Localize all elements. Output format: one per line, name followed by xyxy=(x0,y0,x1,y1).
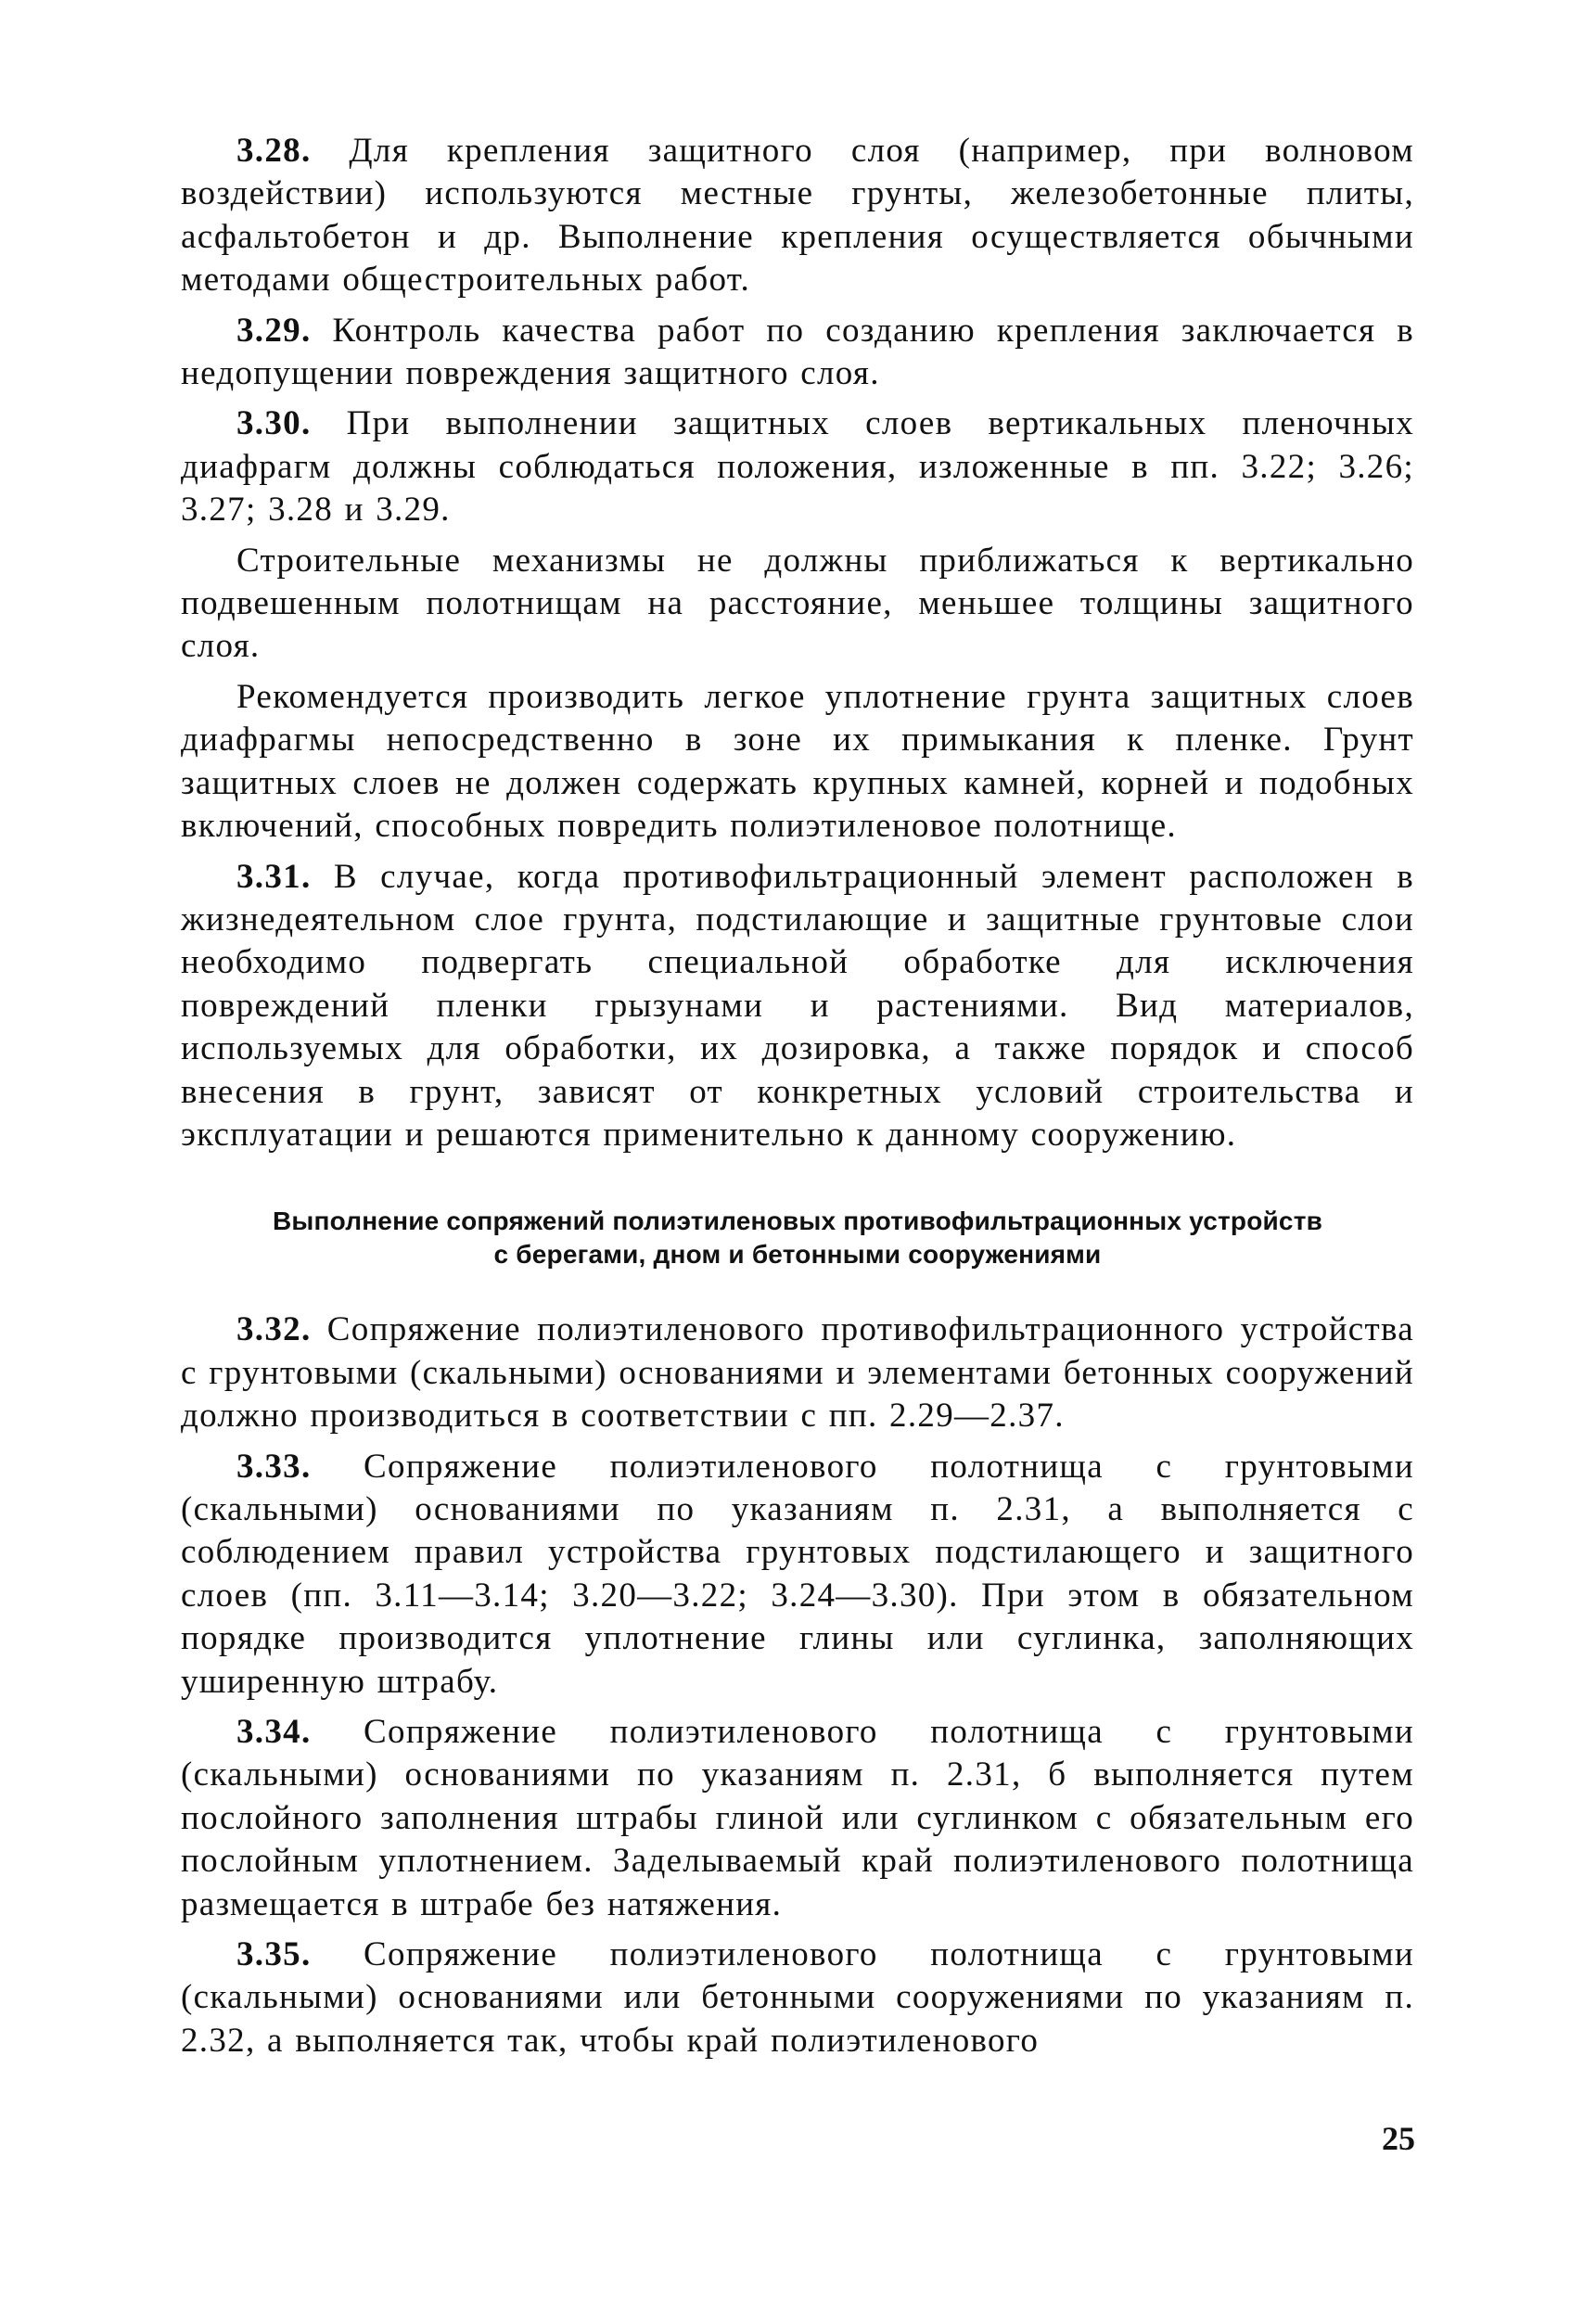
paragraph-text: Сопряжение полиэтиленового полотнища с грунтовыми (скальными) основаниями по указаниям п. 2.31, б выполняется путем послойного заполнения штрабы глиной или суглинком с обязательным его послойным уплотнением. Заделываемый край полиэтиленового полотнища размещается в штрабе без натяжения. xyxy=(181,1713,1414,1923)
paragraph xyxy=(181,540,1414,669)
paragraph xyxy=(181,130,1414,302)
paragraph xyxy=(181,310,1414,396)
paragraph-text: Сопряжение полиэтиленового полотнища с грунтовыми (скальными) основаниями или бетонными сооружениями по указаниям п. 2.32, а выполняется так, чтобы край полиэтиленового xyxy=(181,1935,1414,2060)
document-page xyxy=(181,130,1414,2062)
paragraph xyxy=(181,676,1414,849)
paragraph-text: Для крепления защитного слоя (например, при волновом воздействии) используются местные грунты, железобетонные плиты, асфальтобетон и др. Выполнение крепления осуществляется обычными методами общестроительных работ. xyxy=(181,132,1414,300)
paragraph xyxy=(181,856,1414,1157)
paragraph-text: Строительные механизмы не должны приближаться к вертикально подвешенным полотнищам на расстояние, меньшее толщины защитного слоя. xyxy=(181,541,1414,666)
clause-number: 3.31. xyxy=(236,857,312,896)
paragraph-text: Сопряжение полиэтиленового полотнища с грунтовыми (скальными) основаниями по указаниям п. 2.31, а выполняется с соблюдением правил устройства грунтовых подстилающего и защитного слоев (пп. 3.11—3.14; 3.20—3.22; 3.24—3.30). При этом в обязательном порядке производится уплотнение глины или суглинка, заполняющих уширенную штрабу. xyxy=(181,1447,1414,1701)
section-title: Выполнение сопряжений полиэтиленовых противофильтрационных устройств с берегами, дном и бетонными сооружениями xyxy=(272,1207,1323,1270)
paragraphs-before xyxy=(181,130,1414,1156)
clause-number: 3.33. xyxy=(236,1447,312,1486)
clause-number: 3.32. xyxy=(236,1310,312,1349)
clause-number: 3.28. xyxy=(236,132,312,170)
paragraphs-after xyxy=(181,1309,1414,2062)
paragraph-text: В случае, когда противофильтрационный элемент расположен в жизнедеятельном слое грунта, подстилающие и защитные грунтовые слои необходимо подвергать специальной обработке для исключения повреждений пленки грызунами и растениями. Вид материалов, используемых для обработки, их дозировка, а также порядок и способ внесения в грунт, зависят от конкретных условий строительства и эксплуатации и решаются применительно к данному сооружению. xyxy=(181,857,1414,1154)
clause-number: 3.35. xyxy=(236,1935,312,1974)
paragraph-text: При выполнении защитных слоев вертикальных пленочных диафрагм должны соблюдаться положения, изложенные в пп. 3.22; 3.26; 3.27; 3.28 и 3.29. xyxy=(181,404,1414,530)
paragraph xyxy=(181,402,1414,531)
clause-number: 3.30. xyxy=(236,404,312,443)
paragraph xyxy=(181,1446,1414,1704)
clause-number: 3.29. xyxy=(236,311,312,350)
paragraph-text: Контроль качества работ по созданию крепления заключается в недопущении повреждения защитного слоя. xyxy=(181,311,1414,393)
page-number: 25 xyxy=(1382,2120,1415,2157)
paragraph-text: Рекомендуется производить легкое уплотнение грунта защитных слоев диафрагмы непосредственно в зоне их примыкания к пленке. Грунт защитных слоев не должен содержать крупных камней, корней и подобных включений, способных повредить полиэтиленовое полотнище. xyxy=(181,677,1414,846)
paragraph xyxy=(181,1711,1414,1926)
clause-number: 3.34. xyxy=(236,1713,312,1751)
paragraph-text: Сопряжение полиэтиленового противофильтрационного устройства с грунтовыми (скальными) основаниями и элементами бетонных сооружений должно производиться в соответствии с пп. 2.29—2.37. xyxy=(181,1310,1414,1436)
paragraph xyxy=(181,1934,1414,2062)
paragraph xyxy=(181,1309,1414,1437)
